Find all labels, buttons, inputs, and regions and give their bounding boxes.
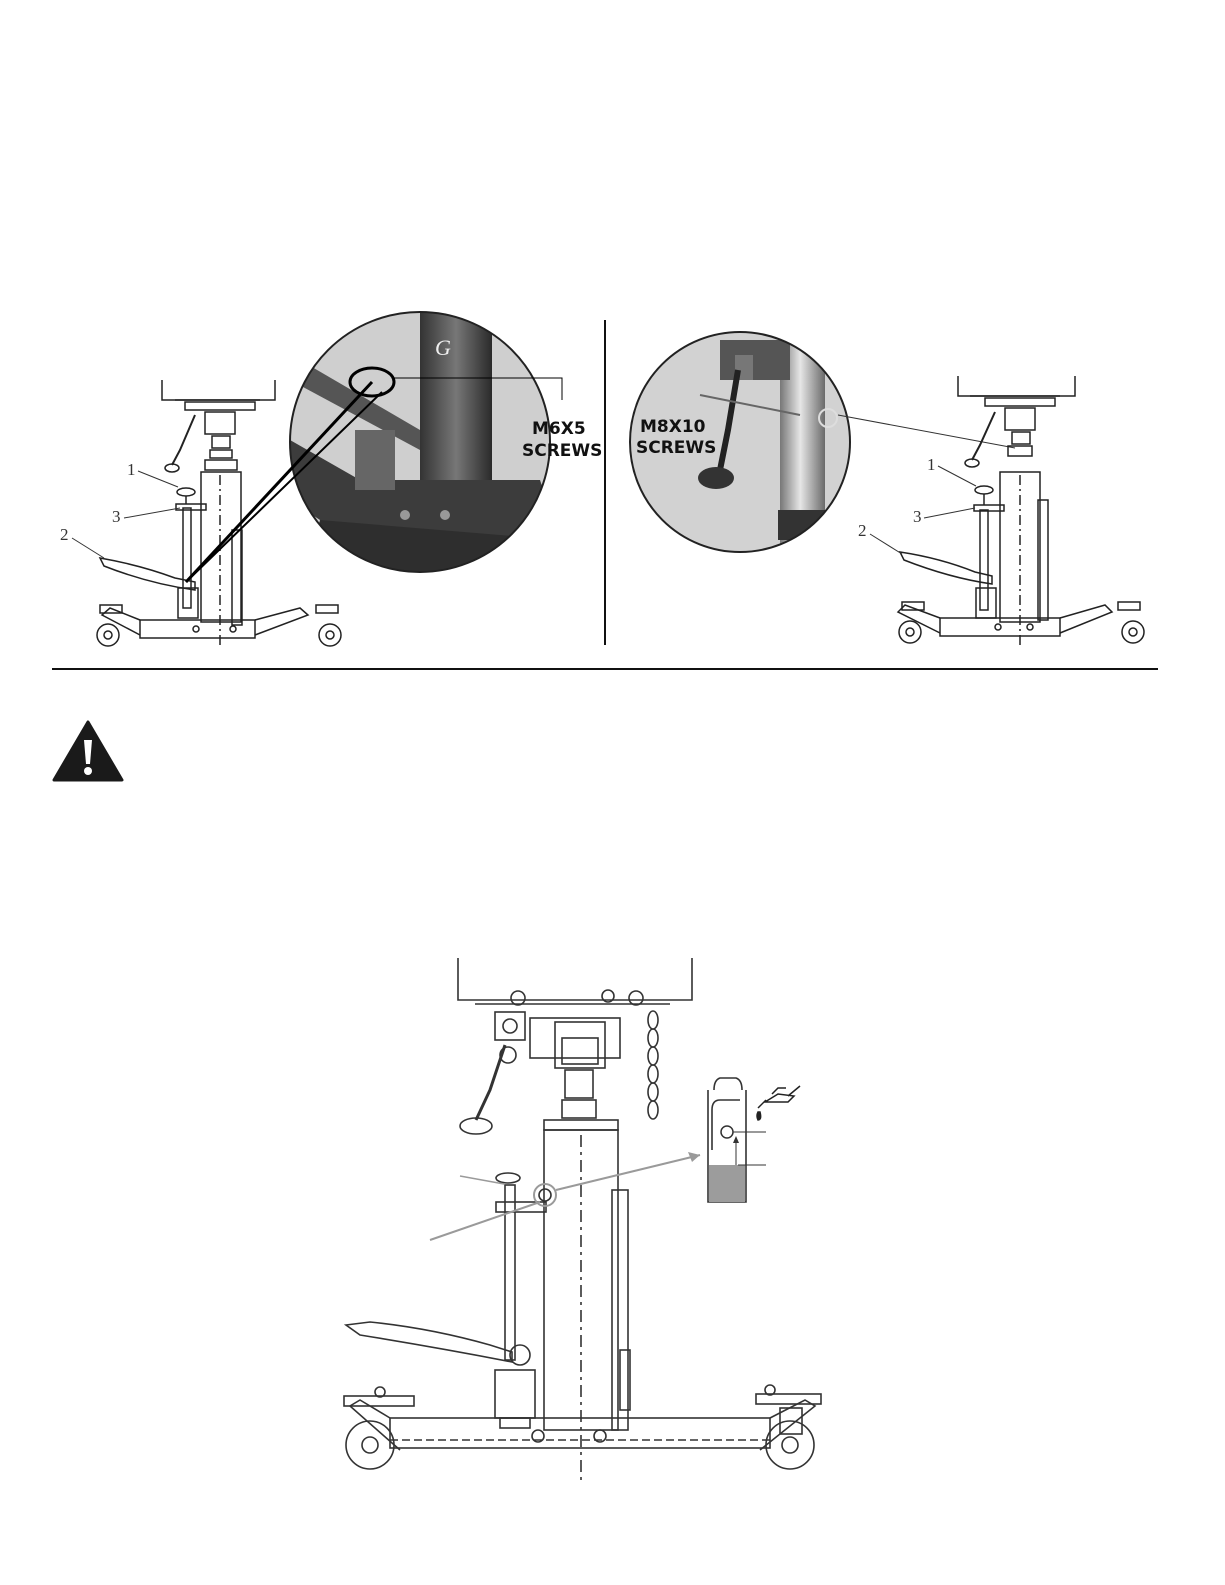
right-jack-drawing (898, 376, 1144, 645)
callout-line1: M8X10 (640, 417, 706, 437)
callout-line1: M6X5 (532, 419, 586, 439)
logo-mark: G (435, 335, 451, 360)
left-jack-number-labels (60, 460, 136, 544)
label-1: 1 (127, 460, 136, 479)
warning-triangle-icon (52, 720, 124, 782)
callout-line2: SCREWS (636, 438, 717, 458)
fill-port-callout (430, 1152, 700, 1240)
oil-level-inset (708, 1078, 766, 1202)
section-divider (52, 668, 1158, 670)
left-leader-lines (72, 471, 180, 558)
bottom-jack-drawing (344, 958, 821, 1480)
right-jack-number-labels (858, 455, 936, 540)
right-callout (636, 417, 716, 458)
label-3: 3 (913, 507, 922, 526)
callout-line2: SCREWS (522, 441, 603, 461)
oil-can-icon (757, 1086, 800, 1120)
label-1: 1 (927, 455, 936, 474)
lubrication-figure (300, 940, 860, 1500)
right-leader-lines (870, 466, 976, 554)
label-3: 3 (112, 507, 121, 526)
assembly-figure (0, 300, 1225, 670)
label-2: 2 (858, 521, 867, 540)
label-2: 2 (60, 525, 69, 544)
safety-chain (648, 1011, 658, 1119)
